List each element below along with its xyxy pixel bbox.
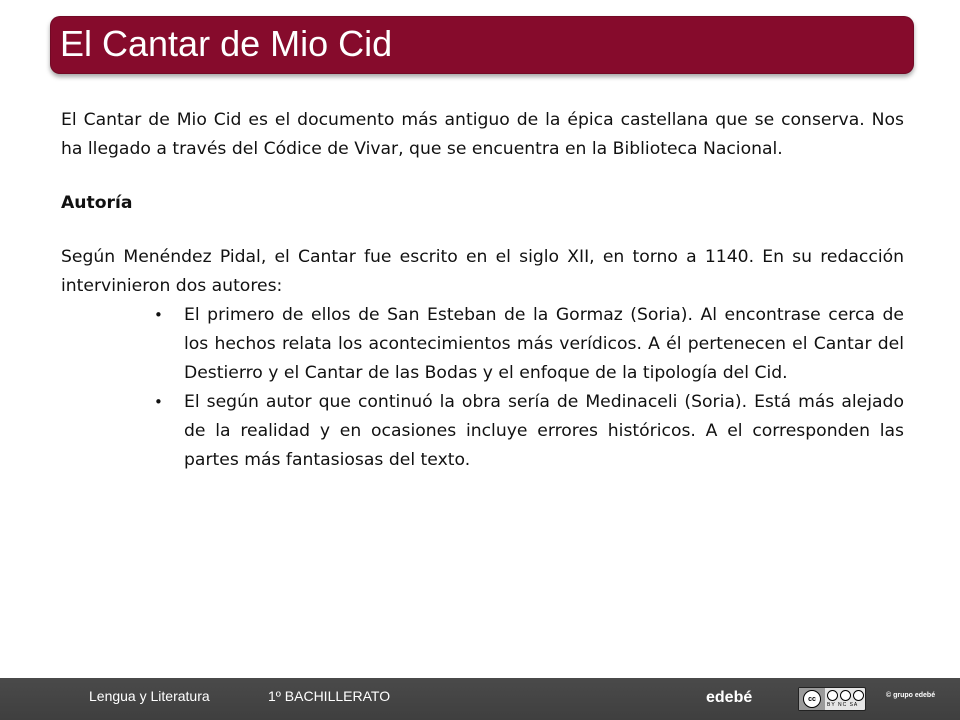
list-item-text: El primero de ellos de San Esteban de la Gormaz (Soria). Al encontrase cerca de los hechos relata los acontecimientos más verídicos. A él pertenecen el Cantar del Destierro y el Cantar de las Bodas y el enfoque de la tipología del Cid. — [184, 305, 904, 383]
list-item — [154, 301, 904, 388]
list-item — [154, 388, 904, 475]
section-heading: Autoría — [61, 193, 133, 213]
list-item-text: El según autor que continuó la obra sería de Medinaceli (Soria). Está más alejado de la realidad y en ocasiones incluye errores históricos. A el corresponden las partes más fantasiosas del texto. — [184, 392, 904, 470]
publisher-logo: edebé — [706, 689, 753, 706]
authors-list — [154, 301, 904, 475]
intro-paragraph: El Cantar de Mio Cid es el documento más antiguo de la épica castellana que se conserva. Nos ha llegado a través del Códice de Vivar, que se encuentra en la Biblioteca Nacional. — [61, 110, 904, 159]
slide-content — [61, 106, 904, 475]
title-bar — [50, 16, 914, 74]
copyright-text: © grupo edebé — [886, 692, 936, 699]
slide-title: El Cantar de Mio Cid — [60, 23, 393, 64]
authorship-paragraph: Según Menéndez Pidal, el Cantar fue escrito en el siglo XII, en torno a 1140. En su redacción intervinieron dos autores: — [61, 247, 904, 296]
bullet-icon: • — [154, 393, 163, 411]
cc-by-nc-sa-icon: cc BY NC SA — [798, 687, 866, 711]
footer-subject: Lengua y Literatura — [89, 688, 210, 704]
footer-bar — [0, 678, 960, 720]
bullet-icon: • — [154, 306, 163, 324]
footer-level: 1º BACHILLERATO — [268, 688, 391, 704]
